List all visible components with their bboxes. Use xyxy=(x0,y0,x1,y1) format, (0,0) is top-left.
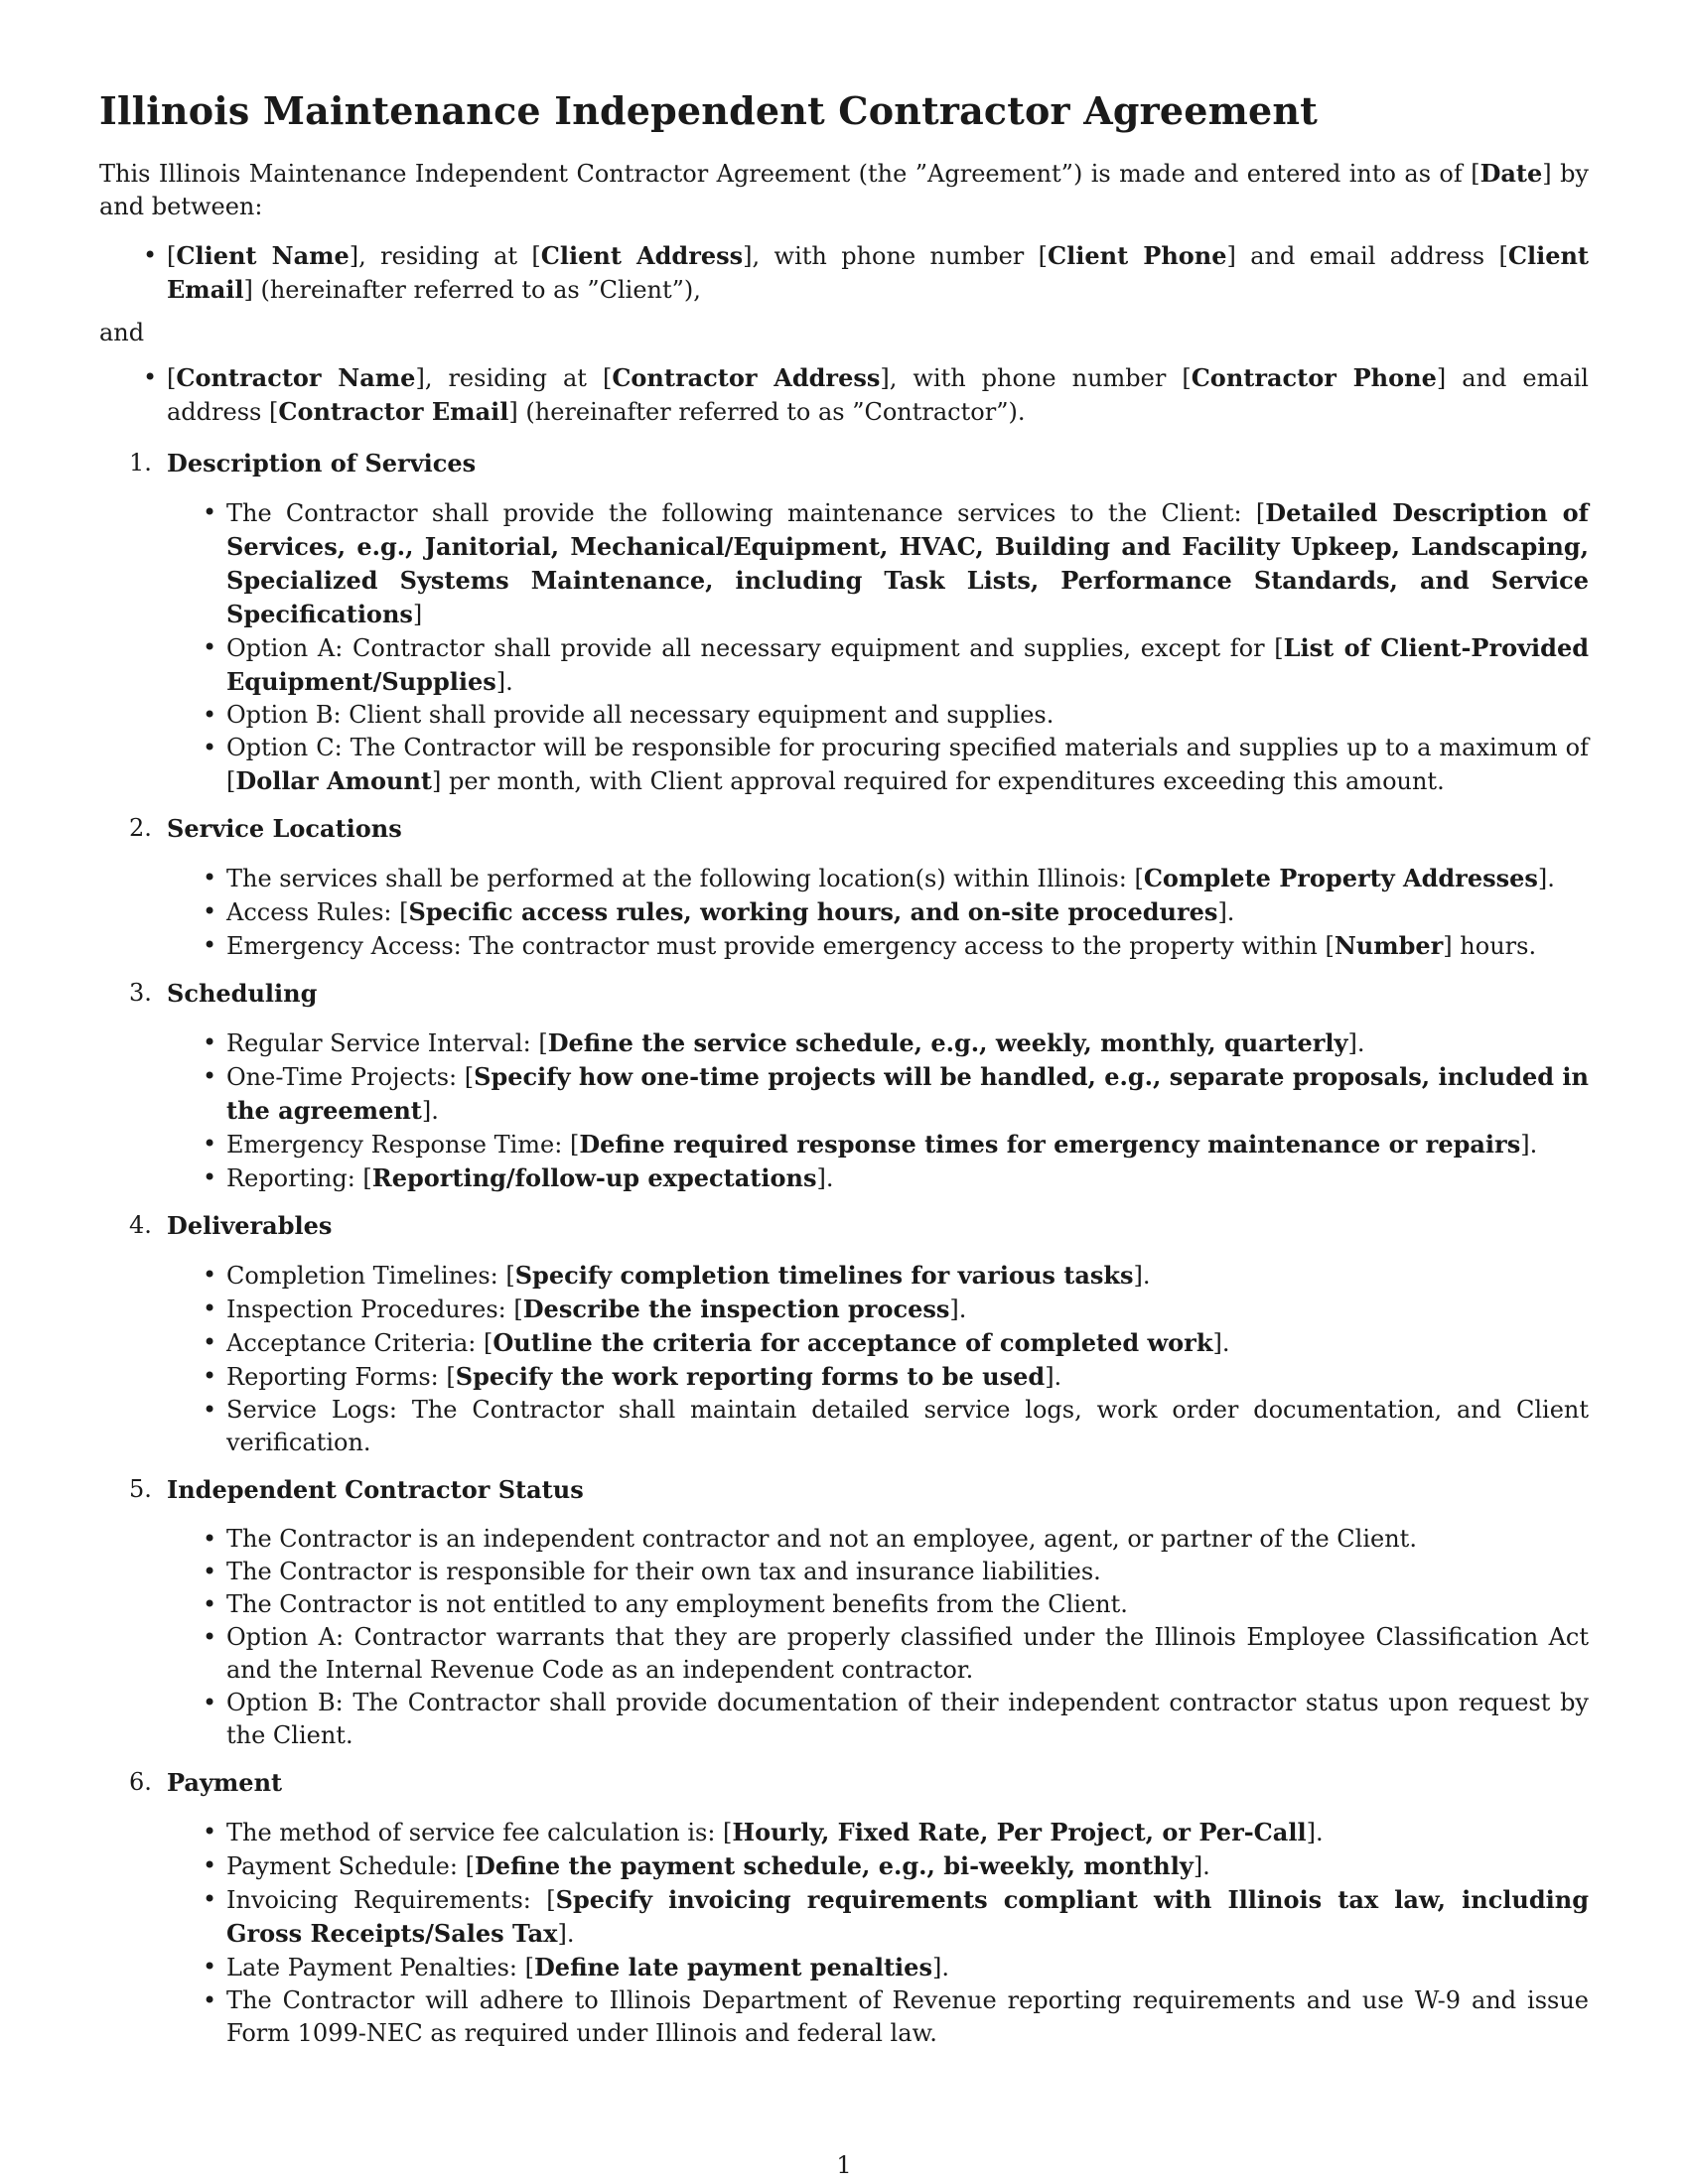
item-text-after: ]. xyxy=(1217,898,1235,926)
client-party-list xyxy=(99,239,1589,307)
section-1 xyxy=(129,447,1590,798)
party-text: ], with phone number [ xyxy=(880,364,1192,392)
section-heading: Independent Contractor Status xyxy=(167,1475,584,1504)
item-text-after: ]. xyxy=(1045,1363,1062,1391)
party-text: ] and email address [ xyxy=(167,364,1589,426)
section-bullet-list xyxy=(167,862,1589,963)
item-text: The services shall be performed at the following location(s) within Illinois: [ xyxy=(226,865,1144,892)
item-text: Option A: Contractor shall provide all necessary equipment and supplies, except for [ xyxy=(226,634,1284,662)
item-text: Emergency Access: The contractor must provide emergency access to the property within [ xyxy=(226,932,1335,960)
section-heading: Scheduling xyxy=(167,979,318,1008)
list-item xyxy=(226,1816,1589,1849)
item-text-after: ]. xyxy=(495,668,513,696)
placeholder-field: Number xyxy=(1334,931,1444,960)
client-name-placeholder: Client Name xyxy=(176,241,350,270)
item-text-after: ]. xyxy=(1133,1262,1151,1290)
contractor-address-placeholder: Contractor Address xyxy=(612,363,881,392)
item-text: The Contractor is responsible for their own tax and insurance liabilities. xyxy=(226,1558,1101,1585)
client-phone-placeholder: Client Phone xyxy=(1048,241,1227,270)
item-text: Reporting Forms: [ xyxy=(226,1363,456,1391)
section-number: 6. xyxy=(129,1768,152,1796)
placeholder-field: Define the service schedule, e.g., weekly, monthly, quarterly xyxy=(547,1028,1348,1057)
list-item xyxy=(226,1128,1589,1161)
list-item xyxy=(226,1849,1589,1883)
item-text-after: ]. xyxy=(1520,1131,1538,1159)
party-text: ], residing at [ xyxy=(349,242,541,270)
item-text: One-Time Projects: [ xyxy=(226,1063,475,1091)
party-text: ] (hereinafter referred to as ”Contractor”). xyxy=(508,398,1026,426)
item-text-after: ]. xyxy=(557,1920,575,1948)
party-text: ] (hereinafter referred to as ”Client”), xyxy=(243,276,701,304)
list-item xyxy=(226,1259,1589,1293)
placeholder-field: Detailed Description of Services, e.g., Janitorial, Mechanical/Equipment, HVAC, Building and Facility Upkeep, Landscaping, Specialized Systems Maintenance, including Task Lists, Performance Standards, and Service Specifications xyxy=(226,498,1589,628)
item-text-after: ] hours. xyxy=(1443,932,1537,960)
placeholder-field: Specify completion timelines for various tasks xyxy=(514,1261,1134,1290)
list-item xyxy=(226,895,1589,929)
list-item xyxy=(226,1883,1589,1951)
section-bullet-list xyxy=(167,1523,1589,1752)
list-item xyxy=(226,1984,1589,2050)
intro-paragraph xyxy=(99,157,1589,223)
contractor-email-placeholder: Contractor Email xyxy=(278,397,509,426)
item-text: Emergency Response Time: [ xyxy=(226,1131,580,1159)
list-item xyxy=(226,1060,1589,1128)
and-connector: and xyxy=(99,319,145,346)
list-item xyxy=(226,1523,1589,1556)
contractor-party-list xyxy=(99,361,1589,429)
item-text: Option A: Contractor warrants that they are properly classified under the Illinois Employee Classification Act and the Internal Revenue Code as an independent contractor. xyxy=(226,1623,1589,1684)
section-4 xyxy=(129,1209,1589,1459)
item-text-after: ]. xyxy=(931,1954,949,1981)
item-text: Completion Timelines: [ xyxy=(226,1262,515,1290)
list-item xyxy=(226,1161,1589,1195)
party-text: ], with phone number [ xyxy=(743,242,1049,270)
section-number: 3. xyxy=(129,979,152,1007)
placeholder-field: Define the payment schedule, e.g., bi-weekly, monthly xyxy=(474,1851,1194,1880)
item-text: Service Logs: The Contractor shall maintain detailed service logs, work order documentation, and Client verification. xyxy=(226,1396,1589,1456)
item-text-after: ]. xyxy=(1306,1819,1324,1846)
item-text-after: ]. xyxy=(421,1097,439,1125)
contractor-party-item xyxy=(167,361,1589,429)
placeholder-field: Define required response times for emergency maintenance or repairs xyxy=(579,1130,1521,1159)
item-text: Access Rules: [ xyxy=(226,898,409,926)
placeholder-field: Specify invoicing requirements compliant with Illinois tax law, including Gross Receipts/Sales Tax xyxy=(226,1885,1589,1948)
client-address-placeholder: Client Address xyxy=(540,241,744,270)
section-5 xyxy=(129,1473,1589,1752)
item-text: Payment Schedule: [ xyxy=(226,1852,475,1880)
placeholder-field: Outline the criteria for acceptance of completed work xyxy=(492,1328,1213,1357)
item-text: The method of service fee calculation is: [ xyxy=(226,1819,733,1846)
client-party-item xyxy=(167,239,1589,307)
date-placeholder: Date xyxy=(1479,159,1543,188)
item-text-after: ]. xyxy=(1347,1029,1365,1057)
list-item xyxy=(226,1394,1589,1459)
party-text: ] and email address [ xyxy=(1226,242,1508,270)
contractor-phone-placeholder: Contractor Phone xyxy=(1191,363,1437,392)
list-item xyxy=(226,1026,1589,1060)
placeholder-field: Specify how one-time projects will be handled, e.g., separate proposals, included in the agreement xyxy=(226,1062,1590,1125)
section-heading: Payment xyxy=(167,1768,283,1797)
section-heading: Description of Services xyxy=(167,449,477,478)
item-text: Inspection Procedures: [ xyxy=(226,1296,523,1323)
section-bullet-list xyxy=(167,496,1589,798)
section-bullet-list xyxy=(167,1816,1589,2050)
placeholder-field: Complete Property Addresses xyxy=(1143,864,1538,892)
list-item xyxy=(226,1951,1589,1984)
item-text-after: ]. xyxy=(816,1164,834,1192)
list-item xyxy=(226,1326,1589,1360)
section-bullet-list xyxy=(167,1259,1589,1459)
item-text: The Contractor is not entitled to any employment benefits from the Client. xyxy=(226,1590,1128,1618)
item-text-after: ]. xyxy=(1537,865,1555,892)
client-email-placeholder: Client Email xyxy=(167,241,1589,304)
placeholder-field: Dollar Amount xyxy=(235,766,432,795)
placeholder-field: Describe the inspection process xyxy=(522,1295,950,1323)
list-item xyxy=(226,631,1589,699)
section-3 xyxy=(129,977,1590,1195)
item-text: Late Payment Penalties: [ xyxy=(226,1954,534,1981)
intro-text-after: ] by and between: xyxy=(99,160,1589,220)
item-text-after: ] xyxy=(412,601,423,628)
sections-list xyxy=(99,447,1589,2050)
section-number: 5. xyxy=(129,1475,152,1503)
item-text: Reporting: [ xyxy=(226,1164,372,1192)
section-heading: Deliverables xyxy=(167,1211,333,1240)
document-title: Illinois Maintenance Independent Contractor Agreement xyxy=(99,88,1318,133)
section-number: 2. xyxy=(129,814,152,842)
section-number: 1. xyxy=(129,449,152,477)
bracket-open: [ xyxy=(167,242,177,270)
list-item xyxy=(226,1360,1589,1394)
list-item xyxy=(226,1293,1589,1326)
section-number: 4. xyxy=(129,1211,152,1239)
contractor-name-placeholder: Contractor Name xyxy=(176,363,416,392)
item-text-after: ]. xyxy=(949,1296,967,1323)
item-text-after: ]. xyxy=(1212,1329,1230,1357)
item-text: Option C: The Contractor will be responsible for procuring specified materials and supplies up to a maximum of [ xyxy=(226,734,1589,795)
item-text: Acceptance Criteria: [ xyxy=(226,1329,493,1357)
party-text: ], residing at [ xyxy=(415,364,613,392)
section-bullet-list xyxy=(167,1026,1589,1195)
section-2 xyxy=(129,812,1589,963)
list-item xyxy=(226,732,1589,798)
placeholder-field: Specific access rules, working hours, and on-site procedures xyxy=(408,897,1218,926)
item-text: Option B: Client shall provide all necessary equipment and supplies. xyxy=(226,701,1055,729)
item-text: The Contractor is an independent contractor and not an employee, agent, or partner of the Client. xyxy=(226,1525,1417,1553)
list-item xyxy=(226,1621,1589,1687)
section-6 xyxy=(129,1766,1589,2050)
placeholder-field: Specify the work reporting forms to be used xyxy=(455,1362,1046,1391)
list-item xyxy=(226,1588,1589,1621)
page-number: 1 xyxy=(836,2151,852,2179)
list-item xyxy=(226,496,1589,631)
item-text: Invoicing Requirements: [ xyxy=(226,1886,556,1914)
section-heading: Service Locations xyxy=(167,814,402,843)
placeholder-field: Hourly, Fixed Rate, Per Project, or Per-Call xyxy=(732,1818,1307,1846)
list-item xyxy=(226,699,1589,732)
item-text-after: ] per month, with Client approval required for expenditures exceeding this amount. xyxy=(432,767,1445,795)
placeholder-field: List of Client-Provided Equipment/Supplies xyxy=(226,633,1590,696)
item-text: Option B: The Contractor shall provide documentation of their independent contractor status upon request by the Client. xyxy=(226,1689,1589,1749)
list-item xyxy=(226,862,1589,895)
item-text: The Contractor will adhere to Illinois Department of Revenue reporting requirements and use W-9 and issue Form 1099-NEC as required under Illinois and federal law. xyxy=(226,1986,1589,2047)
list-item xyxy=(226,929,1589,963)
placeholder-field: Define late payment penalties xyxy=(533,1953,932,1981)
intro-text-before: This Illinois Maintenance Independent Contractor Agreement (the ”Agreement”) is made and entered into as of [ xyxy=(99,160,1480,188)
placeholder-field: Reporting/follow-up expectations xyxy=(371,1163,817,1192)
list-item xyxy=(226,1556,1589,1588)
item-text: The Contractor shall provide the following maintenance services to the Client: [ xyxy=(226,499,1266,527)
bracket-open: [ xyxy=(167,364,177,392)
list-item xyxy=(226,1687,1589,1752)
item-text: Regular Service Interval: [ xyxy=(226,1029,548,1057)
item-text-after: ]. xyxy=(1193,1852,1210,1880)
